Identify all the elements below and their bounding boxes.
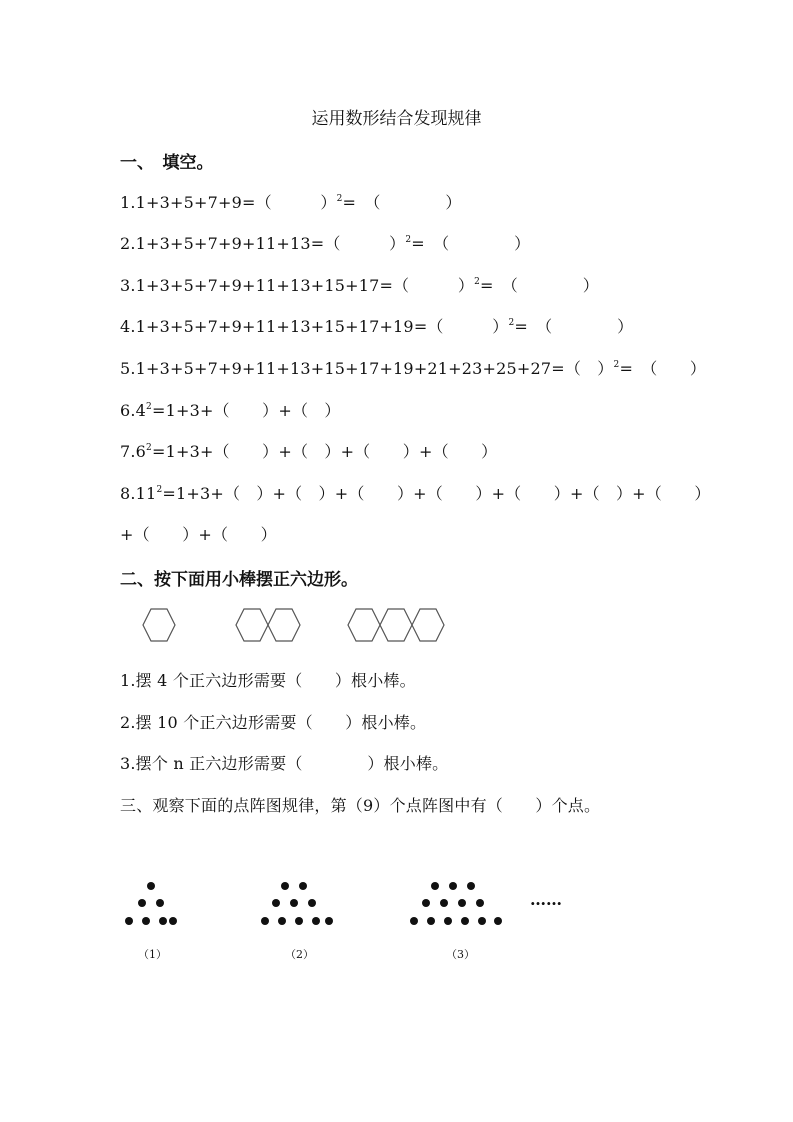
- dot-figure-1: [125, 882, 177, 925]
- hexagon-3a: [348, 609, 380, 641]
- hexagon-3b: [380, 609, 412, 641]
- fill-item-4: 4.1+3+5+7+9+11+13+15+17+19=（ ）$^2$= （ ）: [120, 317, 634, 336]
- dot-figure-2: [261, 882, 333, 925]
- hexagon-2b: [268, 609, 300, 641]
- dot-label-3: （3）: [446, 948, 475, 961]
- fill-item-6: $6.4^2=1+3+$（ ）+（ ）: [120, 401, 341, 420]
- fill-item-3: 3.1+3+5+7+9+11+13+15+17=（ ）$^2$= （ ）: [120, 276, 600, 295]
- dot-label-2: （2）: [285, 948, 314, 961]
- fill-item-5: 5.1+3+5+7+9+11+13+15+17+19+21+23+25+27=（ ）$^2$= （ ）: [120, 359, 707, 378]
- stick-question-1: 1.摆 4 个正六边形需要（ ）根小棒。: [120, 671, 416, 690]
- dot-pattern-figures: [115, 870, 585, 940]
- hexagon-figures: [140, 600, 460, 652]
- stick-question-2: 2.摆 10 个正六边形需要（ ）根小棒。: [120, 713, 427, 732]
- stick-question-3: 3.摆个 n 正六边形需要（ ）根小棒。: [120, 754, 449, 773]
- hexagon-1: [143, 609, 175, 641]
- fill-item-2: 2.1+3+5+7+9+11+13=（ ）$^2$= （ ）: [120, 234, 531, 253]
- page-title: 运用数形结合发现规律: [311, 109, 482, 129]
- dot-label-1: （1）: [138, 948, 167, 961]
- fill-item-8: $8.11^2=1+3+$（ ）+（ ）+（ ）+（ ）+（ ）+（ ）+（ ）: [120, 484, 711, 503]
- hexagon-3c: [412, 609, 444, 641]
- hexagon-2a: [236, 609, 268, 641]
- ellipsis: ……: [530, 890, 562, 909]
- dot-figure-3: [410, 882, 502, 925]
- fill-item-7: $7.6^2=1+3+$（ ）+（ ）+（ ）+（ ）: [120, 442, 498, 461]
- section2-heading: 二、按下面用小棒摆正六边形。: [120, 570, 358, 590]
- section3-heading: 三、观察下面的点阵图规律，第（9）个点阵图中有（ ）个点。: [120, 796, 601, 815]
- fill-item-8-continued: +（ ）+（ ）: [120, 525, 277, 544]
- section1-heading: 一、 填空。: [120, 153, 214, 173]
- fill-item-1: 1.1+3+5+7+9=（ ）$^2$= （ ）: [120, 193, 462, 212]
